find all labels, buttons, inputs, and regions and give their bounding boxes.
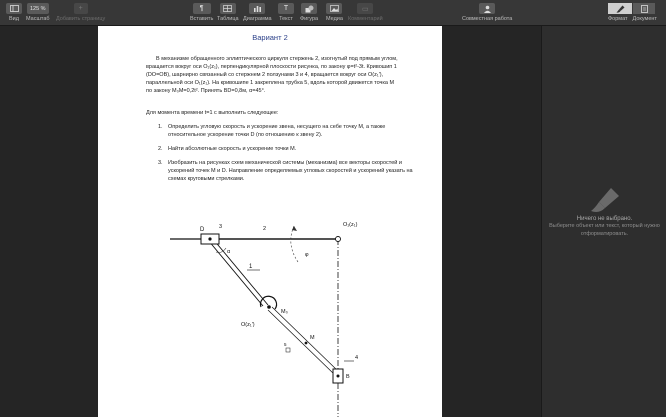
joint-b [337, 375, 340, 378]
document-page[interactable] [98, 26, 442, 417]
format-document-switch [608, 3, 657, 22]
format-sidebar [541, 26, 666, 417]
label-1: 1 [249, 264, 253, 270]
mechanism-diagram [98, 26, 442, 417]
label-b: B [346, 374, 350, 380]
no-selection-hint: Выберите объект или текст, который нужно отформатировать. [549, 223, 660, 237]
paragraph-icon: ¶ [193, 3, 211, 14]
table-icon [220, 3, 236, 14]
media-label: Медиа [326, 16, 343, 22]
label-3: 3 [219, 224, 223, 230]
no-selection-message [542, 215, 666, 238]
crank-1-line-a [208, 240, 263, 306]
view-label: Вид [9, 16, 19, 22]
shape-icon [301, 3, 317, 14]
document-icon [641, 5, 648, 13]
task-text: Определить угловую скорость и ускорение звена, несущего на себе точку М, а также относительное ускорение точки D (по отношению к звену 2). [168, 124, 386, 138]
collaborate-button[interactable] [462, 3, 512, 22]
document-label: Документ [632, 16, 657, 22]
label-m: M [310, 335, 315, 341]
tube-5-line-b [272, 307, 339, 372]
task-number: 2. [158, 145, 163, 152]
comment-label: Комментарий [348, 16, 383, 22]
task-text: Найти абсолютные скорость и ускорение точки М. [168, 145, 297, 152]
shape-button[interactable] [300, 3, 318, 22]
phi-arrow-icon [292, 226, 297, 231]
label-2: 2 [263, 226, 267, 232]
label-o1: O₁(z₁) [343, 222, 358, 228]
zoom-value: 125 % [27, 3, 49, 14]
joint-d [208, 237, 211, 240]
problem-paragraph: В механизме обращенного эллиптического циркуля стержень 2, изогнутый под прямым углом, вращается вокруг оси O₁(z₁), перпендикулярной плоскости рисунка, по закону φ=t²-3t. Кривошип 1 (DO=OB), шарнирно связанный со стержнем 2 ползунами 3 и 4, вращается вокруг оси O(z₁'), параллельной оси O₁(z₁). На кривошипе 1 закреплена трубка 5, вдоль которой движется точка М по закону M₀M=0,2t². Принять BD=0,8м, α=45°. [146, 56, 398, 94]
insert-button[interactable] [190, 3, 213, 22]
phi-arc [291, 226, 298, 262]
paintbrush-icon [616, 5, 625, 13]
insert-label: Вставить [190, 16, 214, 22]
label-m0: M₀ [281, 309, 288, 315]
document-tab[interactable] [633, 3, 655, 14]
tasks-intro: Для момента времени t=1 с выполнить следующее: [146, 110, 279, 116]
text-label: Текст [279, 16, 293, 22]
format-label: Формат [608, 16, 628, 22]
label-alpha: α [227, 249, 231, 255]
tube-marker [286, 348, 290, 352]
label-o: O(z₁') [241, 322, 255, 328]
add-page-label: Добавить страницу [56, 16, 106, 22]
table-button[interactable] [217, 3, 239, 22]
paintbrush-icon [589, 186, 621, 212]
tube-5-line-a [268, 310, 335, 375]
toolbar [0, 0, 666, 26]
view-menu[interactable] [6, 3, 22, 22]
view-icon [6, 3, 22, 14]
shape-label: Фигура [300, 16, 319, 22]
chart-icon [249, 3, 265, 14]
zoom-menu[interactable] [26, 3, 50, 22]
label-phi: φ [305, 252, 309, 258]
joint-o [267, 305, 271, 309]
table-label: Таблица [217, 16, 239, 22]
add-page-button[interactable] [56, 3, 105, 22]
task-number: 1. [158, 124, 163, 130]
format-tab[interactable] [608, 3, 632, 14]
comment-icon: ▭ [357, 3, 373, 14]
task-text: Изобразить на рисунках схем механической системы (механизма) все векторы скоростей и ускорений точек М и D. Направление определяемых угловых скоростей и ускорений указать на схемах круговыми стрелками. [168, 159, 413, 182]
joint-o1 [336, 237, 341, 242]
label-d: D [200, 227, 205, 233]
text-icon: T [278, 3, 294, 14]
zoom-label: Масштаб [26, 16, 50, 22]
task-number: 3. [158, 159, 163, 166]
point-m [305, 342, 308, 345]
collaborate-label: Совместная работа [462, 16, 513, 22]
media-icon [326, 3, 342, 14]
media-button[interactable] [326, 3, 343, 22]
no-selection-title: Ничего не выбрано. [576, 216, 633, 222]
page-title: Вариант 2 [252, 33, 288, 42]
text-button[interactable] [278, 3, 294, 22]
label-4: 4 [355, 355, 359, 361]
collaborate-icon [479, 3, 495, 14]
chart-button[interactable] [243, 3, 272, 22]
chart-label: Диаграмма [243, 16, 272, 22]
crank-1-line-b [213, 239, 268, 305]
comment-button[interactable] [348, 3, 383, 22]
add-page-icon: + [74, 3, 88, 14]
label-5: 5 [284, 342, 287, 347]
